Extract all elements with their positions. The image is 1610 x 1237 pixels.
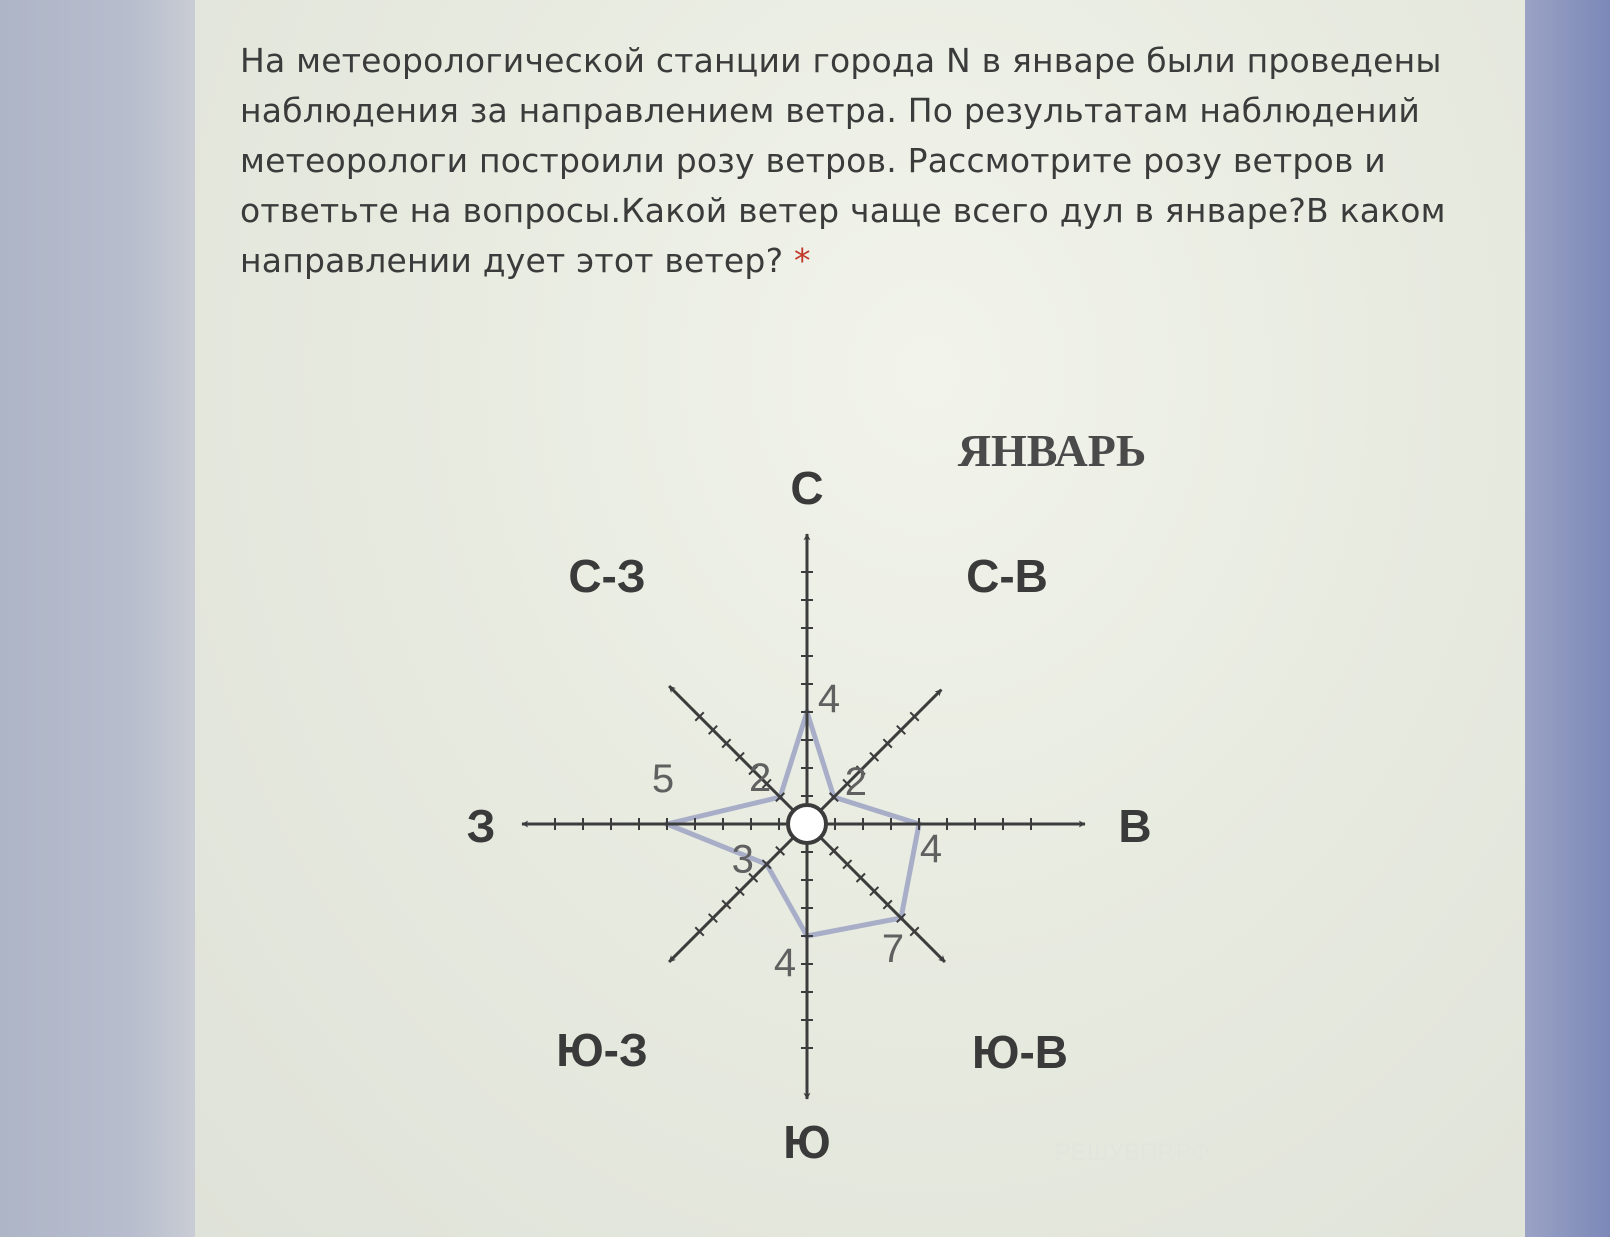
diagram-title: ЯНВАРЬ xyxy=(957,425,1147,476)
direction-label-se: Ю-В xyxy=(972,1026,1068,1078)
direction-label-s: Ю xyxy=(783,1116,831,1168)
required-mark: * xyxy=(794,241,811,280)
direction-label-n: С xyxy=(790,462,824,514)
question-body: На метеорологической станции города N в январе были проведены наблюдения за направлением ветра. По результатам наблюдений метеорологи построили розу ветров. Рассмотрите розу ветров и ответьте на вопросы.Какой ветер чаще всего дул в январе?В каком направлении дует этот ветер? xyxy=(240,41,1446,280)
axis-nw xyxy=(669,686,807,824)
value-label-e: 4 xyxy=(919,827,943,871)
value-label-se: 7 xyxy=(881,927,905,972)
watermark-text: РЕШУВПР.РФ xyxy=(1054,1139,1210,1166)
direction-label-w: З xyxy=(466,800,496,852)
direction-label-e: В xyxy=(1118,800,1152,852)
value-label-w: 5 xyxy=(651,757,675,801)
direction-label-ne: С-В xyxy=(966,550,1048,602)
value-label-n: 4 xyxy=(817,677,841,721)
value-label-s: 4 xyxy=(773,941,797,985)
value-label-sw: 3 xyxy=(731,837,754,882)
value-label-ne: 2 xyxy=(844,760,867,805)
direction-label-nw: С-З xyxy=(568,550,646,602)
value-label-nw: 2 xyxy=(749,756,772,801)
center-circle xyxy=(788,805,826,843)
direction-label-sw: Ю-З xyxy=(556,1024,648,1076)
